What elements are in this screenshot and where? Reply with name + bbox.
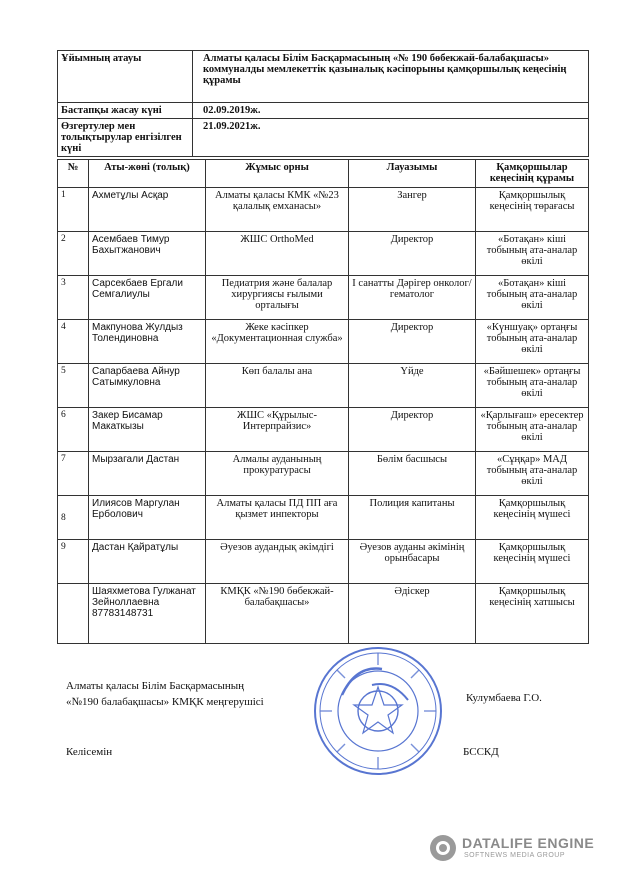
row-workplace: Көп балалы ана	[206, 364, 349, 408]
row-role: «Күншуақ» ортаңғы тобының ата-аналар өкілі	[476, 320, 589, 364]
table-row	[58, 364, 589, 408]
col-header-workplace: Жұмыс орны	[206, 160, 349, 188]
row-workplace: Педиатрия және балалар хирургиясы ғылыми орталығы	[206, 276, 349, 320]
row-number: 1	[58, 188, 89, 232]
table-row	[58, 584, 589, 644]
row-number: 4	[58, 320, 89, 364]
changed-label: Өзгертулер мен толықтырулар енгізілген күні	[58, 119, 193, 157]
row-role: «Сұңқар» МАД тобының ата-аналар өкілі	[476, 452, 589, 496]
table-row	[58, 496, 589, 540]
created-label: Бастапқы жасау күні	[58, 103, 193, 119]
row-number	[58, 584, 89, 644]
row-name: Дастан Қайратұлы	[89, 540, 206, 584]
row-number: 2	[58, 232, 89, 276]
official-stamp-icon	[312, 645, 444, 777]
org-value: Алматы қаласы Білім Басқармасының «№ 190 бөбекжай-балабақшасы» коммуналды мемлекеттік қазыналық кәсіпорыны қамқоршылық кеңесінің құрамы	[193, 51, 589, 103]
col-header-role: Қамқоршылар кеңесінің құрамы	[476, 160, 589, 188]
watermark-title: DATALIFE ENGINE	[462, 835, 595, 851]
row-position: Үйде	[349, 364, 476, 408]
table-row	[58, 540, 589, 584]
row-role: «Бәйшешек» ортаңғы тобының ата-аналар өкілі	[476, 364, 589, 408]
row-role: «Қарлығаш» ересектер тобының ата-аналар өкілі	[476, 408, 589, 452]
row-number: 9	[58, 540, 89, 584]
row-role: Қамқоршылық кеңесінің мүшесі	[476, 496, 589, 540]
table-row	[58, 276, 589, 320]
row-name: Мырзагали Дастан	[89, 452, 206, 496]
row-workplace: КМҚК «№190 бөбекжай-балабақшасы»	[206, 584, 349, 644]
row-position: Директор	[349, 320, 476, 364]
watermark	[428, 828, 608, 868]
row-workplace: ЖШС OrthoMed	[206, 232, 349, 276]
agreed-right: БССКД	[463, 746, 499, 758]
row-name: Макпунова Жулдыз Толендиновна	[89, 320, 206, 364]
table-row	[58, 408, 589, 452]
col-header-number: №	[58, 160, 89, 188]
col-header-position: Лауазымы	[349, 160, 476, 188]
council-table	[57, 159, 589, 644]
row-position: Әдіскер	[349, 584, 476, 644]
row-position: Полиция капитаны	[349, 496, 476, 540]
signature-line-2: «№190 балабақшасы» КМҚК меңгерушісі	[66, 696, 264, 708]
row-name: Ахметұлы Асқар	[89, 188, 206, 232]
watermark-subtitle: SOFTNEWS MEDIA GROUP	[464, 852, 566, 859]
table-row	[58, 188, 589, 232]
row-workplace: Алматы қаласы КМК «№23 қалалық емханасы»	[206, 188, 349, 232]
row-number: 5	[58, 364, 89, 408]
datalife-logo-icon	[428, 833, 458, 863]
org-label: Ұйымның атауы	[58, 51, 193, 103]
row-name: Закер Бисамар Макаткызы	[89, 408, 206, 452]
row-name: Сарсекбаев Ергали Семгалиулы	[89, 276, 206, 320]
row-workplace: Алмалы ауданының прокуратурасы	[206, 452, 349, 496]
table-row	[58, 232, 589, 276]
row-number: 7	[58, 452, 89, 496]
table-row	[58, 452, 589, 496]
row-role: Қамқоршылық кеңесінің мүшесі	[476, 540, 589, 584]
row-role: Қамқоршылық кеңесінің хатшысы	[476, 584, 589, 644]
row-workplace: ЖШС «Құрылыс-Интерпрайзис»	[206, 408, 349, 452]
row-position: Директор	[349, 408, 476, 452]
row-workplace: Жеке кәсіпкер «Документационная служба»	[206, 320, 349, 364]
col-header-name: Аты-жөні (толық)	[89, 160, 206, 188]
row-workplace: Алматы қаласы ПД ПП аға қызмет инпекторы	[206, 496, 349, 540]
row-position: Әуезов ауданы әкімінің орынбасары	[349, 540, 476, 584]
row-number: 3	[58, 276, 89, 320]
row-name: Сапарбаева Айнур Сатымкуловна	[89, 364, 206, 408]
row-role: «Ботақан» кіші тобының ата-аналар өкілі	[476, 276, 589, 320]
row-name: Илиясов Маргулан Ерболович	[89, 496, 206, 540]
meta-table	[57, 50, 589, 157]
table-row	[58, 320, 589, 364]
created-value: 02.09.2019ж.	[193, 103, 589, 119]
row-position: I санатты Дәрігер онколог/гематолог	[349, 276, 476, 320]
signature-line-1: Алматы қаласы Білім Басқармасының	[66, 680, 245, 692]
row-name: Асембаев Тимур Бахытжанович	[89, 232, 206, 276]
row-position: Бөлім басшысы	[349, 452, 476, 496]
row-position: Зангер	[349, 188, 476, 232]
row-name: Шаяхметова Гулжанат Зейноллаевна 87783148731	[89, 584, 206, 644]
row-number: 6	[58, 408, 89, 452]
row-workplace: Әуезов аудандық әкімдігі	[206, 540, 349, 584]
row-position: Директор	[349, 232, 476, 276]
signer-name: Кулумбаева Г.О.	[466, 692, 542, 704]
row-role: Қамқоршылық кеңесінің төрағасы	[476, 188, 589, 232]
agreed-label: Келісемін	[66, 746, 113, 758]
changed-value: 21.09.2021ж.	[193, 119, 589, 157]
row-role: «Ботақан» кіші тобының ата-аналар өкілі	[476, 232, 589, 276]
row-number: 8	[58, 496, 89, 540]
